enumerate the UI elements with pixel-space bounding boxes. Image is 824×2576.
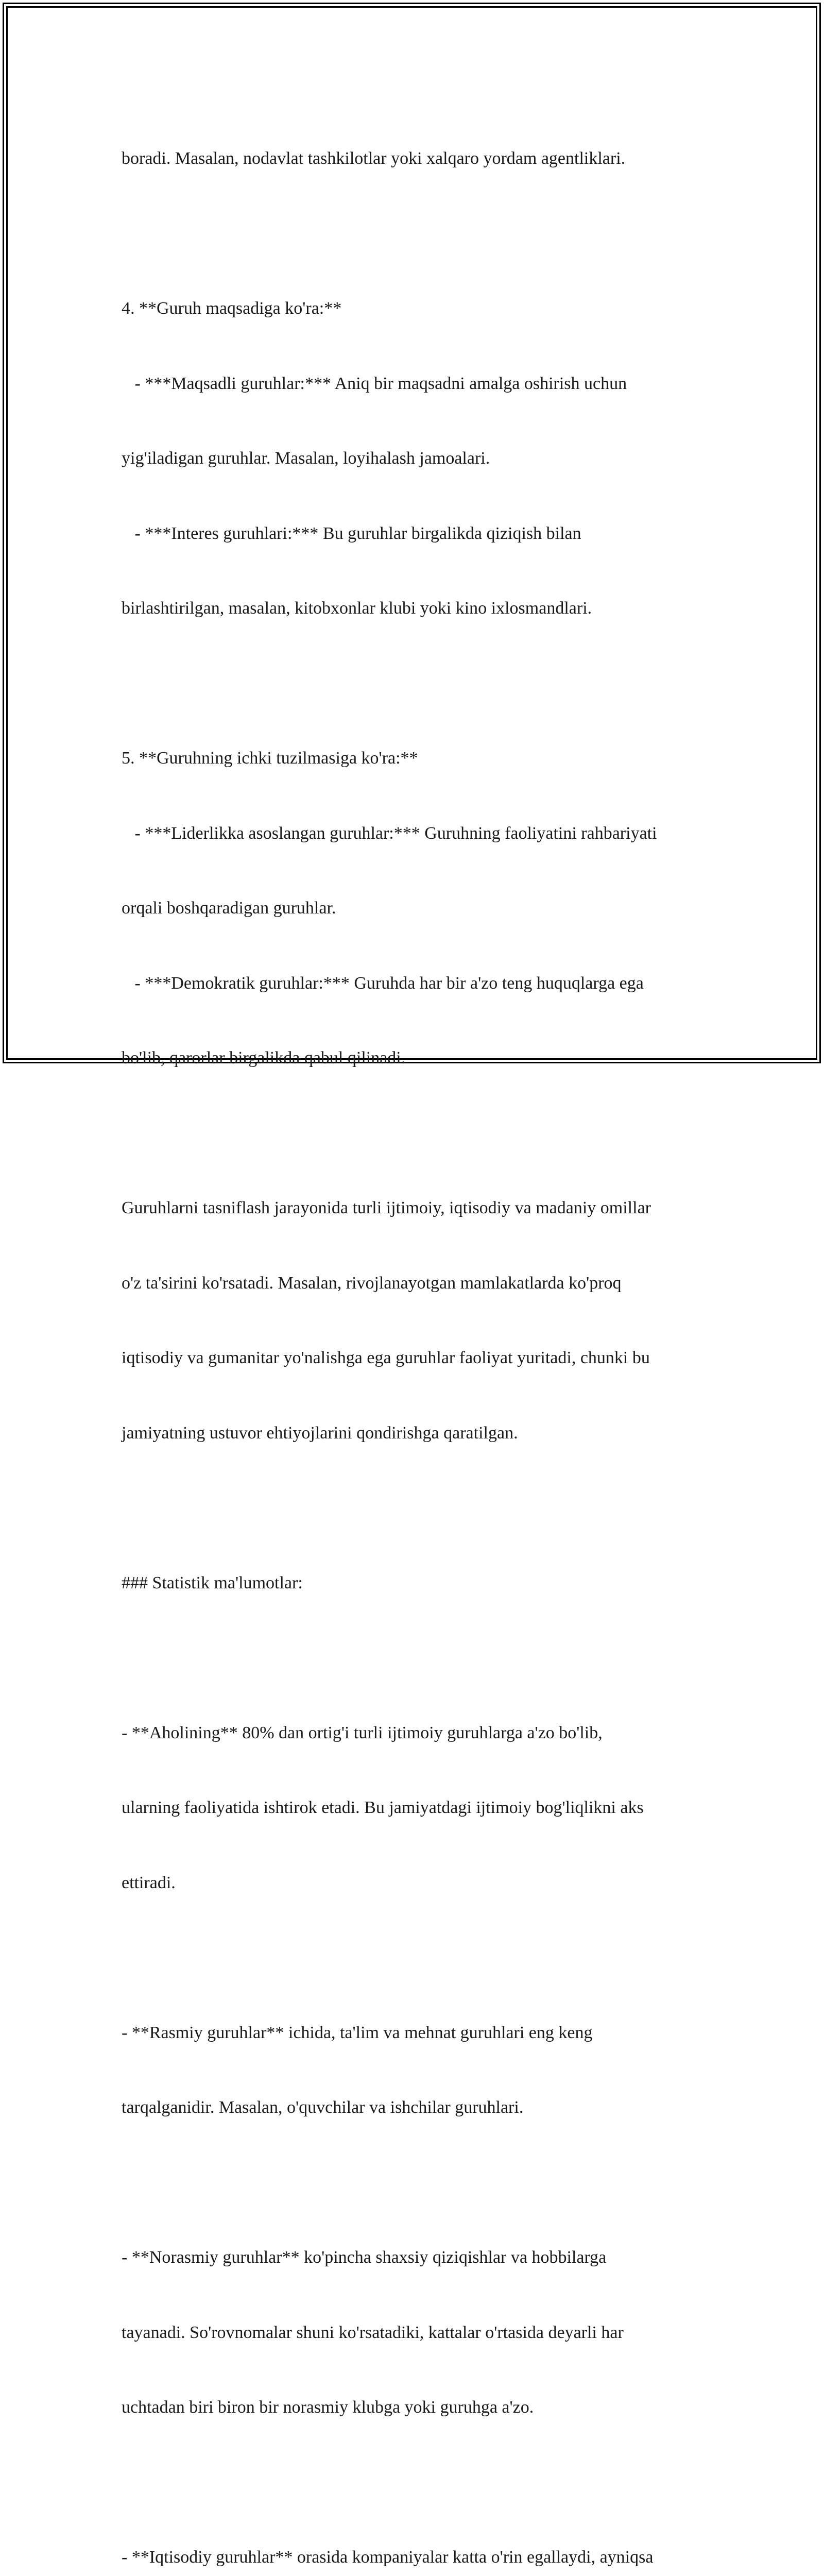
blank-line (122, 1496, 714, 1521)
text-line: orqali boshqaradigan guruhlar. (122, 899, 336, 918)
bullet-line: - **Aholining** 80% dan ortig'i turli ijtimoiy guruhlarga a'zo bo'lib, (122, 1723, 603, 1742)
blank-line (122, 1945, 714, 1971)
statistics-heading: ### Statistik ma'lumotlar: (122, 1573, 303, 1592)
text-line: bo'lib, qarorlar birgalikda qabul qilinadi. (122, 1048, 406, 1067)
blank-line (122, 671, 714, 697)
blank-line (122, 1646, 714, 1671)
blank-line (122, 222, 714, 247)
text-line: yig'iladigan guruhlar. Masalan, loyihalash jamoalari. (122, 449, 490, 468)
bullet-line: ettiradi. (122, 1873, 176, 1892)
text-line: boradi. Masalan, nodavlat tashkilotlar yoki xalqaro yordam agentliklari. (122, 149, 626, 168)
section-heading: 4. **Guruh maqsadiga ko'ra:** (122, 299, 342, 318)
blank-line (122, 1121, 714, 1146)
paragraph-line: o'z ta'sirini ko'rsatadi. Masalan, rivojlanayotgan mamlakatlarda ko'proq (122, 1273, 622, 1293)
blank-line (122, 2171, 714, 2196)
bullet-line: - **Norasmiy guruhlar** ko'pincha shaxsiy qiziqishlar va hobbilarga (122, 2248, 607, 2267)
list-item-line: - ***Demokratik guruhlar:*** Guruhda har bir a'zo teng huquqlarga ega (122, 973, 644, 993)
bullet-line: ularning faoliyatida ishtirok etadi. Bu jamiyatdagi ijtimoiy bog'liqlikni aks (122, 1798, 644, 1817)
list-item-line: - ***Maqsadli guruhlar:*** Aniq bir maqsadni amalga oshirish uchun (122, 374, 627, 393)
bullet-line: uchtadan biri biron bir norasmiy klubga yoki guruhga a'zo. (122, 2398, 534, 2417)
paragraph-line: Guruhlarni tasniflash jarayonida turli ijtimoiy, iqtisodiy va madaniy omillar (122, 1198, 651, 1217)
paragraph-line: jamiyatning ustuvor ehtiyojlarini qondirishga qaratilgan. (122, 1423, 518, 1443)
text-line: birlashtirilgan, masalan, kitobxonlar klubi yoki kino ixlosmandlari. (122, 599, 592, 618)
bullet-line: - **Iqtisodiy guruhlar** orasida kompaniyalar katta o'rin egallaydi, ayniqsa (122, 2548, 654, 2567)
document-body (122, 96, 714, 2576)
paragraph-line: iqtisodiy va gumanitar yo'nalishga ega guruhlar faoliyat yuritadi, chunki bu (122, 1348, 650, 1367)
bullet-line: tarqalganidir. Masalan, o'quvchilar va ishchilar guruhlari. (122, 2098, 524, 2117)
bullet-line: - **Rasmiy guruhlar** ichida, ta'lim va mehnat guruhlari eng keng (122, 2023, 593, 2042)
list-item-line: - ***Interes guruhlari:*** Bu guruhlar birgalikda qiziqish bilan (122, 523, 581, 543)
blank-line (122, 2470, 714, 2496)
section-heading: 5. **Guruhning ichki tuzilmasiga ko'ra:** (122, 749, 418, 768)
list-item-line: - ***Liderlikka asoslangan guruhlar:*** Guruhning faoliyatini rahbariyati (122, 823, 657, 843)
bullet-line: tayanadi. So'rovnomalar shuni ko'rsatadiki, kattalar o'rtasida deyarli har (122, 2323, 624, 2342)
